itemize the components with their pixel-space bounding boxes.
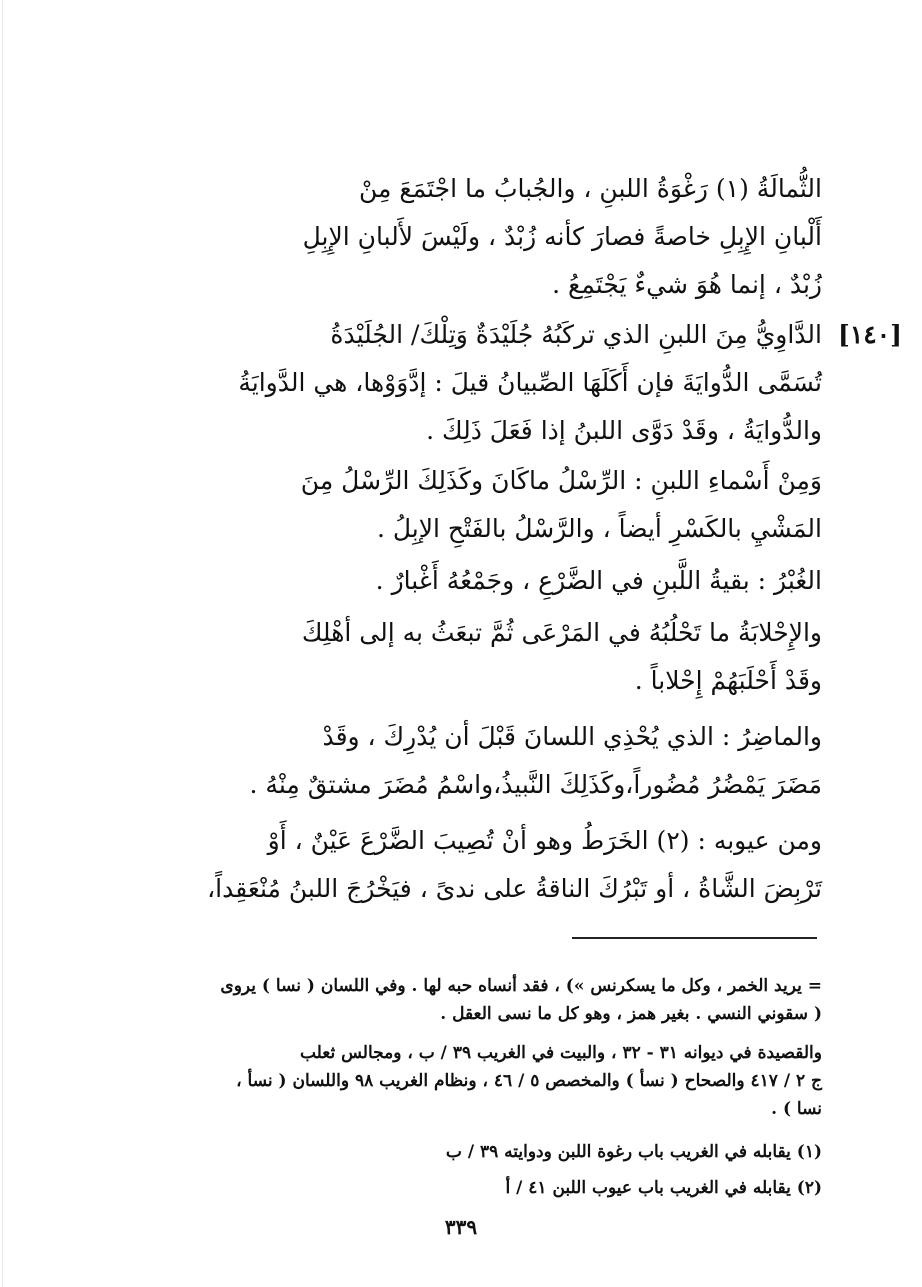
body-line: تَرْبِضَ الشَّاةُ ، أو تَبْرُكَ الناقةُ على ندىً ، فيَخْرُجَ اللبنُ مُنْعَقِداً،	[207, 874, 822, 903]
body-line: الغُبْرُ : بقيةُ اللَّبنِ في الضَّرْعِ ، وجَمْعُهُ أَغْبارٌ .	[375, 566, 822, 595]
body-line: مَضَرَ يَمْضُرُ مُضُوراً،وكَذَلِكَ النَّبيذُ،واسْمُ مُضَرَ مشتقٌ مِنْهُ .	[249, 770, 822, 799]
body-line: ومن عيوبه : (٢) الخَرَطُ وهو أنْ تُصِيبَ الضَّرْعَ عَيْنٌ ، أَوْ	[267, 826, 822, 855]
body-line: والإِحْلابَةُ ما تَحْلُبُهُ في المَرْعَى ثُمَّ تبعَثُ به إلى أهْلِكَ	[301, 618, 822, 647]
body-line: الدَّاوِيُّ مِنَ اللبنِ الذي تركَبُهُ جُلَيْدَةٌ وَتِلْكَ/ الجُلَيْدَةُ	[330, 320, 822, 349]
footnote-separator	[572, 937, 817, 939]
footnote-line: (١) يقابله في الغريب باب رغوة اللبن ودوايته ٣٩ / ب	[445, 1142, 822, 1162]
footnote-line: ( سقوني النسي . بغير همز ، وهو كل ما نسى العقل .	[440, 1004, 822, 1024]
body-line: والماضِرُ : الذي يُحْذِي اللسانَ قَبْلَ أن يُدْرِكَ ، وقَدْ	[322, 722, 822, 751]
body-line: تُسَمَّى الدُّوايَةَ فإن أَكَلَهَا الصِّبيانُ قيلَ : إدَّوَوْها، هي الدَّوايَةُ	[238, 368, 822, 397]
footnote-line: (٢) يقابله في الغريب باب عيوب اللبن ٤١ / أ	[505, 1178, 822, 1198]
body-line: وَمِنْ أَسْماءِ اللبنِ : الرِّسْلُ ماكَانَ وكَذَلِكَ الرِّسْلُ مِنَ	[300, 466, 822, 495]
footnote-line: نسا ) .	[771, 1099, 822, 1119]
body-line: المَشْيِ بالكَسْرِ أيضاً ، والرَّسْلُ بالفَتْحِ الإبِلُ .	[376, 514, 822, 543]
page-number: ٣٣٩	[444, 1215, 478, 1239]
footnote-line: ج ٢ / ٤١٧ والصحاح ( نسأ ) والمخصص ٥ / ٤٦ ، ونظام الغريب ٩٨ واللسان ( نسأ ،	[236, 1071, 822, 1091]
body-line: أَلْبانِ الإِبِلِ خاصةً فصارَ كأنه زُبْدٌ ، ولَيْسَ لأَلبانِ الإِبِلِ	[302, 222, 822, 251]
page-edge-shadow	[2, 0, 3, 1287]
margin-section-marker: [١٤٠]	[838, 320, 902, 349]
footnote-line: والقصيدة في ديوانه ٣١ - ٣٢ ، والبيت في الغريب ٣٩ / ب ، ومجالس ثعلب	[299, 1043, 822, 1063]
body-line: وقَدْ أَحْلَبَهُمْ إِحْلاباً .	[634, 666, 822, 695]
body-line: الثُّمالَةُ (١) رَغْوَةُ اللبنِ ، والجُبابُ ما اجْتَمَعَ مِنْ	[359, 174, 822, 203]
body-line: زُبْدٌ ، إنما هُوَ شيءٌ يَجْتَمِعُ .	[552, 270, 822, 299]
body-line: والدُّوايَةُ ، وقَدْ دَوَّى اللبنُ إذا فَعَلَ ذَلِكَ .	[426, 416, 822, 445]
footnote-line: = يريد الخمر ، وكل ما يسكرنس ») ، فقد أنساه حبه لها . وفي اللسان ( نسا ) يروى	[220, 976, 822, 996]
